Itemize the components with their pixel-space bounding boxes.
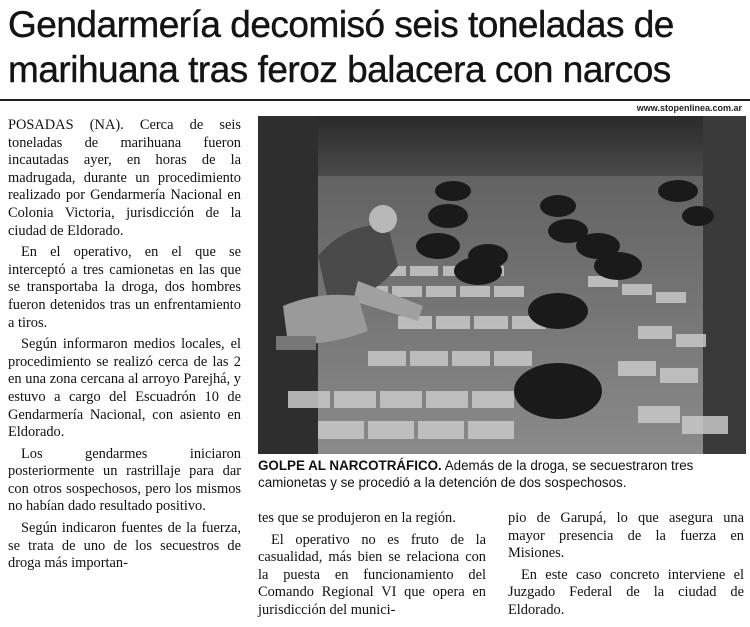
headline-rule — [0, 99, 750, 101]
paragraph: tes que se produjeron en la región. — [258, 510, 456, 526]
headline: Gendarmería decomisó seis toneladas de marihuana tras feroz balacera con narcos — [8, 4, 674, 90]
news-photo — [258, 116, 746, 454]
photo-credit: www.stopenlinea.com.ar — [636, 103, 742, 113]
article-column-1 — [8, 117, 241, 577]
paragraph: pio de Garupá, lo que asegura una mayor presencia de la fuerza en Misiones. — [508, 510, 744, 562]
caption-text: Además de la droga, se secuestraron tres camionetas y se procedió a la detención de dos sospechosos. — [258, 458, 694, 490]
paragraph: Según indicaron fuentes de la fuerza, se trata de uno de los secuestros de droga más importan- — [8, 520, 241, 572]
paragraph: Según informaron medios locales, el procedimiento se realizó cerca de las 2 en una zona cercana al arroyo Parejhá, y estuvo a cargo del Escuadrón 10 de Gendarmería Nacional, con asiento en Eldorado. — [8, 336, 241, 441]
photo-illustration — [258, 116, 746, 454]
paragraph: El operativo no es fruto de la casualidad, más bien se relaciona con la puesta en funcionamiento del Comando Regional VI que opera en jurisdicción del munici- — [258, 531, 486, 618]
article-column-3 — [508, 510, 744, 624]
paragraph: POSADAS (NA). Cerca de seis toneladas de marihuana fueron incautadas ayer, en horas de la madrugada, durante un procedimiento realizado por Gendarmería Nacional en Colonia Victoria, jurisdicción de la ciudad de Eldorado. — [8, 117, 241, 239]
photo-caption — [258, 457, 744, 491]
paragraph: Los gendarmes iniciaron posteriormente un rastrillaje para dar con otros sospechosos, pero los mismos no habían dado resultado positivo. — [8, 445, 241, 515]
paragraph: En este caso concreto interviene el Juzgado Federal de la ciudad de Eldorado. — [508, 566, 744, 618]
paragraph: En el operativo, en el que se interceptó a tres camionetas en las que se transportaba la droga, dos hombres fueron detenidos tras un enfrentamiento a tiros. — [8, 244, 241, 331]
article-column-2 — [258, 510, 486, 624]
caption-title: GOLPE AL NARCOTRÁFICO. — [258, 458, 442, 473]
